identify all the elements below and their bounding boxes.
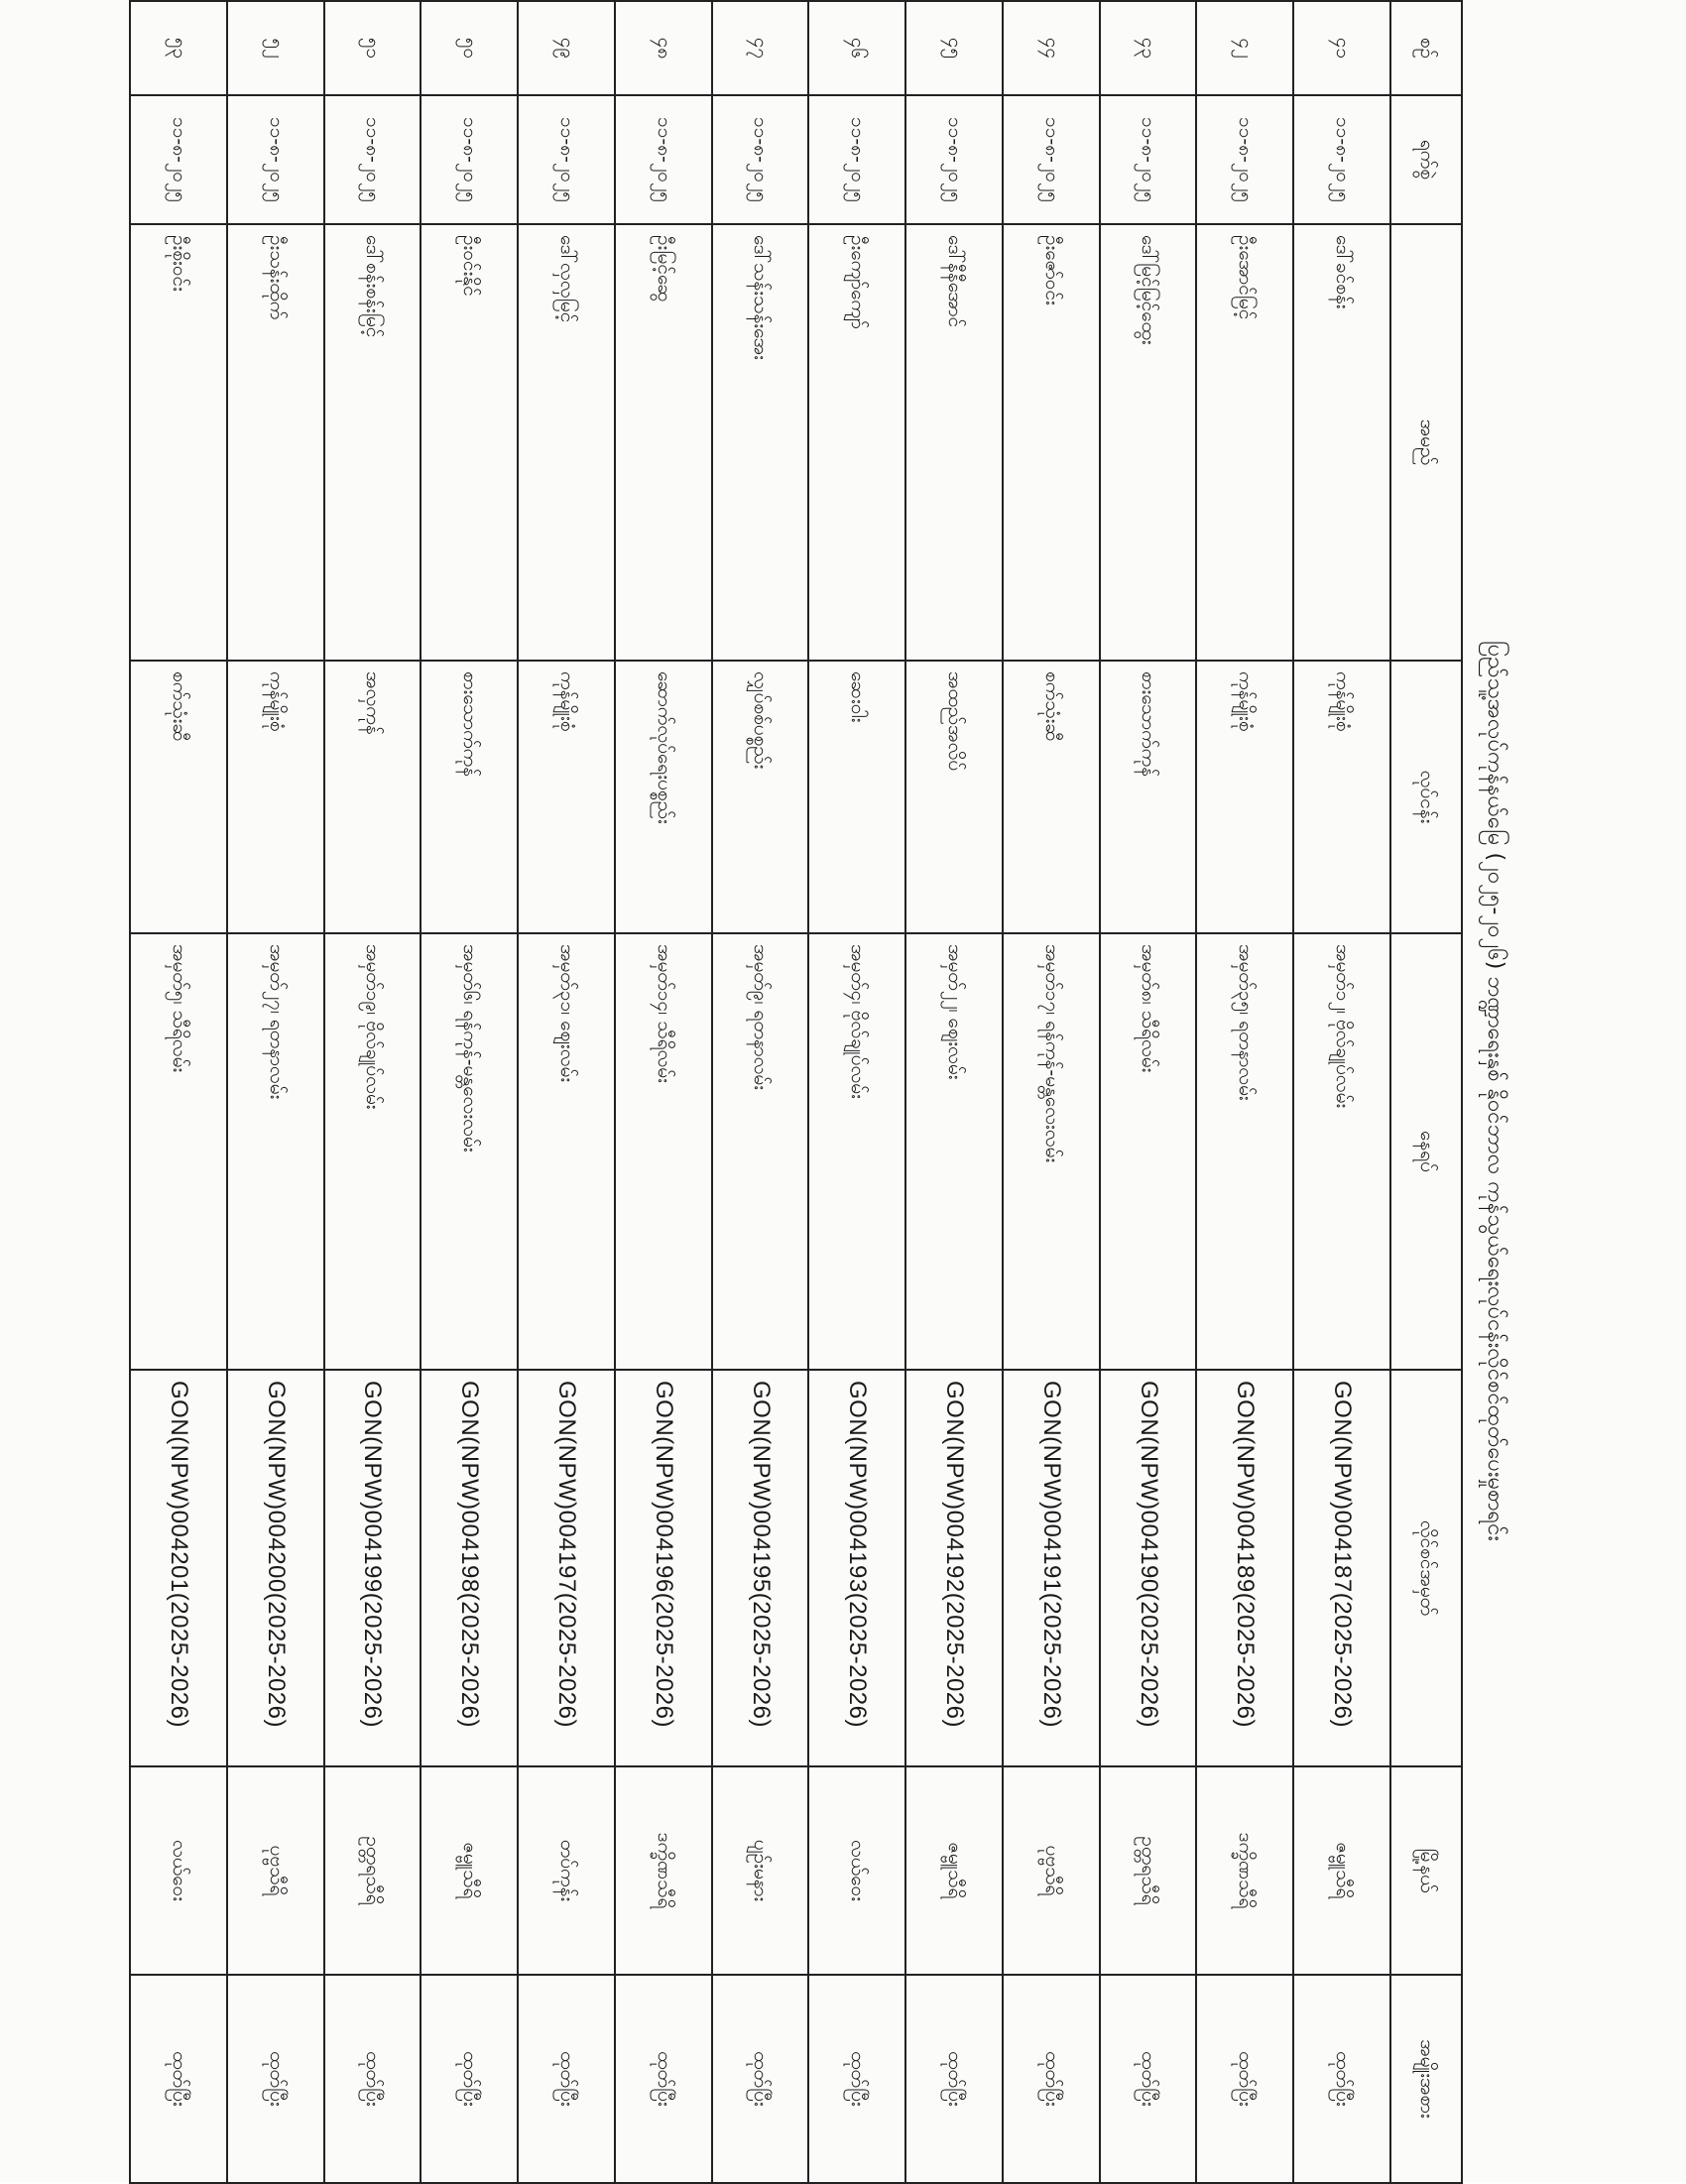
cell-date: ၁၁-၈-၂၀၂၅ — [1293, 95, 1390, 224]
cell-business: အထည်အလိပ် — [905, 661, 1003, 933]
cell-date: ၁၁-၈-၂၀၂၅ — [421, 95, 518, 224]
cell-township: ပျဉ်းမနား — [712, 1766, 809, 1975]
cell-date: ၁၁-၈-၂၀၂၅ — [324, 95, 422, 224]
cell-business: စက်သုံးဆီ — [1003, 661, 1100, 933]
cell-date: ၁၁-၈-၂၀၂၅ — [1196, 95, 1293, 224]
cell-business: လျှပ်စစ်ပစ္စည်း — [712, 661, 809, 933]
cell-no: ၄၅ — [905, 1, 1003, 95]
cell-address: အမှတ်၂၂၊ ဈေးလမ်း — [905, 933, 1003, 1370]
cell-business: ကုန်မျိုးစုံ — [227, 661, 324, 933]
cell-business: ကုန်မျိုးစုံ — [1293, 661, 1390, 933]
cell-business: ဆောက်လုပ်ရေးပစ္စည်း — [615, 661, 712, 933]
cell-name: ဦးဝင်းနိုင် — [421, 224, 518, 661]
cell-status: ထုတ်ပြီး — [1003, 1975, 1100, 2183]
header-date: ရက်စွဲ — [1390, 95, 1462, 224]
cell-no: ၅၁ — [324, 1, 422, 95]
cell-address: အမှတ်၁၉၊ ဗိုလ်ချုပ်လမ်း — [324, 933, 422, 1370]
cell-township: ဇမ္ဗူသီရိ — [905, 1766, 1003, 1975]
table-row — [130, 1, 227, 2183]
cell-business: ဆေးဝါး — [808, 661, 905, 933]
header-status: အမျိုးအစား — [1390, 1975, 1462, 2183]
cell-township: ဒက္ခိဏသီရိ — [1196, 1766, 1293, 1975]
cell-township: ပုဗ္ဗသီရိ — [227, 1766, 324, 1975]
cell-no: ၅၃ — [130, 1, 227, 95]
cell-name: ဦးသန်းထိုက် — [227, 224, 324, 661]
table-row — [1003, 1, 1100, 2183]
cell-no: ၄၆ — [808, 1, 905, 95]
cell-date: ၁၁-၈-၂၀၂၅ — [712, 95, 809, 224]
cell-township: ဇမ္ဗူသီရိ — [421, 1766, 518, 1975]
cell-date: ၁၁-၈-၂၀၂၅ — [615, 95, 712, 224]
cell-date: ၁၁-၈-၂၀၂၅ — [130, 95, 227, 224]
table-body — [130, 1, 1390, 2183]
cell-no: ၄၁ — [1293, 1, 1390, 95]
cell-business: ကုန်မျိုးစုံ — [518, 661, 615, 933]
table-row — [518, 1, 615, 2183]
cell-township: ဒက္ခိဏသီရိ — [615, 1766, 712, 1975]
cell-name: ဦးကျော်ကျော် — [808, 224, 905, 661]
header-no: စဉ် — [1390, 1, 1462, 95]
cell-township: ဥတ္တရသီရိ — [324, 1766, 422, 1975]
table-row — [227, 1, 324, 2183]
cell-permit: GON(NPW)004192(2025-2026) — [905, 1370, 1003, 1766]
table-row — [905, 1, 1003, 2183]
cell-address: အမှတ်၁၂၊ ဗိုလ်ချုပ်လမ်း — [1293, 933, 1390, 1370]
cell-township: ဥတ္တရသီရိ — [1100, 1766, 1197, 1975]
cell-status: ထုတ်ပြီး — [808, 1975, 905, 2183]
cell-township: လယ်ဝေး — [808, 1766, 905, 1975]
cell-name: ဦးဇော်ဝင်း — [1003, 224, 1100, 661]
cell-permit: GON(NPW)004199(2025-2026) — [324, 1370, 422, 1766]
cell-date: ၁၁-၈-၂၀၂၅ — [1100, 95, 1197, 224]
cell-status: ထုတ်ပြီး — [227, 1975, 324, 2183]
cell-no: ၄၇ — [712, 1, 809, 95]
cell-no: ၄၄ — [1003, 1, 1100, 95]
cell-name: ဒေါ်မြင့်မြင့်ထွေး — [1100, 224, 1197, 661]
header-permit: လိုင်စင်အမှတ် — [1390, 1370, 1462, 1766]
cell-date: ၁၁-၈-၂၀၂၅ — [227, 95, 324, 224]
cell-date: ၁၁-၈-၂၀၂၅ — [808, 95, 905, 224]
document-title: ပြည်သူ့အလုပ်ကုန်နယ်မြေ (၂၀၂၅-၂၀၂၆) ဘဏ္ဍာရေးနှစ် နိုဝင်ဘာလ ကုန်သွယ်ရေးလုပ်ငန်းလိုင်စင်ထုတ်ပေးမှုစာရင်း — [1483, 641, 1507, 1541]
cell-township: လယ်ဝေး — [130, 1766, 227, 1975]
cell-status: ထုတ်ပြီး — [712, 1975, 809, 2183]
cell-permit: GON(NPW)004201(2025-2026) — [130, 1370, 227, 1766]
table-row — [1293, 1, 1390, 2183]
cell-permit: GON(NPW)004195(2025-2026) — [712, 1370, 809, 1766]
cell-permit: GON(NPW)004191(2025-2026) — [1003, 1370, 1100, 1766]
cell-status: ထုတ်ပြီး — [905, 1975, 1003, 2183]
cell-permit: GON(NPW)004197(2025-2026) — [518, 1370, 615, 1766]
cell-name: ဒေါ်စန်းစန်းမြင့် — [324, 224, 422, 661]
cell-name: ဒေါ်နီနီအောင် — [905, 224, 1003, 661]
cell-permit: GON(NPW)004193(2025-2026) — [808, 1370, 905, 1766]
cell-permit: GON(NPW)004200(2025-2026) — [227, 1370, 324, 1766]
cell-address: အမှတ်၁၇၊ ရန်ကုန်-မန္တလေးလမ်း — [1003, 933, 1100, 1370]
cell-permit: GON(NPW)004198(2025-2026) — [421, 1370, 518, 1766]
cell-address: အမှတ်၉၊ ရတနာလမ်း — [712, 933, 809, 1370]
cell-business: စားသောက်ကုန် — [421, 661, 518, 933]
cell-status: ထုတ်ပြီး — [421, 1975, 518, 2183]
cell-no: ၄၂ — [1196, 1, 1293, 95]
header-address: နေရပ် — [1390, 933, 1462, 1370]
cell-address: အမှတ်၅၊ သီရိလမ်း — [130, 933, 227, 1370]
cell-permit: GON(NPW)004187(2025-2026) — [1293, 1370, 1390, 1766]
cell-status: ထုတ်ပြီး — [324, 1975, 422, 2183]
cell-status: ထုတ်ပြီး — [1196, 1975, 1293, 2183]
cell-date: ၁၁-၈-၂၀၂၅ — [1003, 95, 1100, 224]
cell-address: အမှတ်၈၊ သီရိလမ်း — [1100, 933, 1197, 1370]
table-row — [1196, 1, 1293, 2183]
cell-name: ဦးမြင့်ဆွေ — [615, 224, 712, 661]
cell-name: ဒေါ်ခင်စန်း — [1293, 224, 1390, 661]
table-row — [421, 1, 518, 2183]
cell-date: ၁၁-၈-၂၀၂၅ — [905, 95, 1003, 224]
header-business: လုပ်ငန်း — [1390, 661, 1462, 933]
rotated-document — [124, 0, 1522, 2182]
cell-no: ၄၉ — [518, 1, 615, 95]
table-row — [324, 1, 422, 2183]
cell-business: စားသောက်ကုန် — [1100, 661, 1197, 933]
cell-name: ဒေါ်သန်းသန်းအေး — [712, 224, 809, 661]
cell-status: ထုတ်ပြီး — [1293, 1975, 1390, 2183]
cell-business: အလှကုန် — [324, 661, 422, 933]
cell-name: ဒေါ်လှလှမြင့် — [518, 224, 615, 661]
cell-status: ထုတ်ပြီး — [518, 1975, 615, 2183]
cell-permit: GON(NPW)004196(2025-2026) — [615, 1370, 712, 1766]
cell-no: ၄၈ — [615, 1, 712, 95]
cell-permit: GON(NPW)004189(2025-2026) — [1196, 1370, 1293, 1766]
cell-address: အမှတ်၃၁၊ ဈေးလမ်း — [518, 933, 615, 1370]
cell-business: စက်သုံးဆီ — [130, 661, 227, 933]
cell-township: ပုဗ္ဗသီရိ — [1003, 1766, 1100, 1975]
cell-address: အမှတ်၃၅၊ ရတနာလမ်း — [1196, 933, 1293, 1370]
cell-address: အမှတ်၄၊ ဗိုလ်ချုပ်လမ်း — [808, 933, 905, 1370]
cell-no: ၅၀ — [421, 1, 518, 95]
cell-permit: GON(NPW)004190(2025-2026) — [1100, 1370, 1197, 1766]
cell-business: ကုန်မျိုးစုံ — [1196, 661, 1293, 933]
header-township: မြို့နယ် — [1390, 1766, 1462, 1975]
cell-no: ၄၃ — [1100, 1, 1197, 95]
license-table — [129, 0, 1463, 2184]
cell-address: အမှတ်၆၊ ရန်ကုန်-မန္တလေးလမ်း — [421, 933, 518, 1370]
cell-township: ဇမ္ဗူသီရိ — [1293, 1766, 1390, 1975]
header-name: အမည် — [1390, 224, 1462, 661]
table-header-row — [1390, 1, 1462, 2183]
cell-township: တပ်ကုန်း — [518, 1766, 615, 1975]
cell-name: ဦးအောင်မြင့် — [1196, 224, 1293, 661]
cell-no: ၅၂ — [227, 1, 324, 95]
cell-status: ထုတ်ပြီး — [615, 1975, 712, 2183]
table-row — [1100, 1, 1197, 2183]
table-row — [808, 1, 905, 2183]
table-row — [615, 1, 712, 2183]
cell-status: ထုတ်ပြီး — [130, 1975, 227, 2183]
cell-address: အမှတ်၁၄၊ သီရိလမ်း — [615, 933, 712, 1370]
cell-address: အမှတ်၂၇၊ ရတနာလမ်း — [227, 933, 324, 1370]
table-row — [712, 1, 809, 2183]
cell-status: ထုတ်ပြီး — [1100, 1975, 1197, 2183]
cell-name: ဦးစိုးဝင်း — [130, 224, 227, 661]
cell-date: ၁၁-၈-၂၀၂၅ — [518, 95, 615, 224]
